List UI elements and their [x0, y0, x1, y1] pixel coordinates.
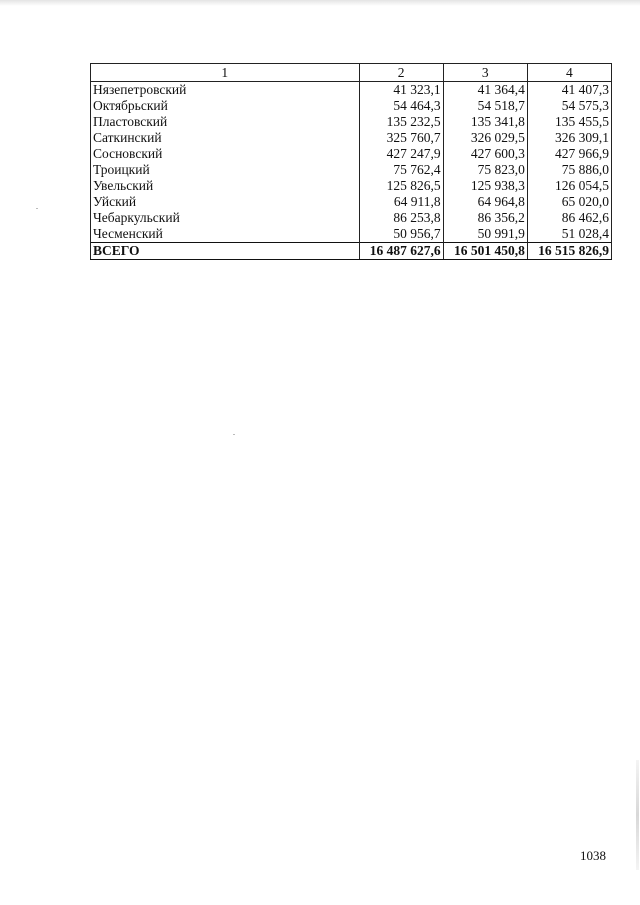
total-col-2: 16 487 627,6	[359, 243, 443, 260]
table-row	[91, 178, 612, 194]
value-col-4: 86 462,6	[527, 210, 611, 226]
value-col-2: 125 826,5	[359, 178, 443, 194]
value-col-4: 54 575,3	[527, 98, 611, 114]
value-col-4: 65 020,0	[527, 194, 611, 210]
value-col-2: 86 253,8	[359, 210, 443, 226]
district-name: Саткинский	[91, 130, 360, 146]
district-name: Сосновский	[91, 146, 360, 162]
value-col-3: 75 823,0	[443, 162, 527, 178]
district-name: Нязепетровский	[91, 82, 360, 99]
value-col-2: 64 911,8	[359, 194, 443, 210]
value-col-4: 51 028,4	[527, 226, 611, 243]
value-col-3: 326 029,5	[443, 130, 527, 146]
district-name: Увельский	[91, 178, 360, 194]
value-col-2: 41 323,1	[359, 82, 443, 99]
table-total-row	[91, 243, 612, 260]
total-col-3: 16 501 450,8	[443, 243, 527, 260]
table-row	[91, 130, 612, 146]
value-col-4: 427 966,9	[527, 146, 611, 162]
value-col-4: 135 455,5	[527, 114, 611, 130]
value-col-2: 325 760,7	[359, 130, 443, 146]
value-col-4: 41 407,3	[527, 82, 611, 99]
value-col-3: 50 991,9	[443, 226, 527, 243]
header-cell-1: 1	[91, 64, 360, 82]
value-col-3: 41 364,4	[443, 82, 527, 99]
scan-top-edge	[0, 0, 640, 6]
table-row	[91, 162, 612, 178]
value-col-3: 125 938,3	[443, 178, 527, 194]
scan-right-edge-mark	[636, 760, 639, 870]
table-row	[91, 194, 612, 210]
value-col-3: 86 356,2	[443, 210, 527, 226]
data-table	[90, 63, 612, 260]
district-name: Пластовский	[91, 114, 360, 130]
total-label: ВСЕГО	[91, 243, 360, 260]
scan-speck	[233, 434, 235, 435]
table-row	[91, 146, 612, 162]
value-col-4: 326 309,1	[527, 130, 611, 146]
table-row	[91, 82, 612, 99]
table-row	[91, 226, 612, 243]
district-name: Октябрьский	[91, 98, 360, 114]
value-col-2: 135 232,5	[359, 114, 443, 130]
value-col-2: 75 762,4	[359, 162, 443, 178]
value-col-4: 126 054,5	[527, 178, 611, 194]
page-number: 1038	[580, 848, 606, 863]
table-row	[91, 210, 612, 226]
header-cell-2: 2	[359, 64, 443, 82]
value-col-3: 427 600,3	[443, 146, 527, 162]
district-name: Чебаркульский	[91, 210, 360, 226]
district-name: Уйский	[91, 194, 360, 210]
value-col-3: 64 964,8	[443, 194, 527, 210]
value-col-4: 75 886,0	[527, 162, 611, 178]
value-col-2: 427 247,9	[359, 146, 443, 162]
value-col-3: 54 518,7	[443, 98, 527, 114]
total-col-4: 16 515 826,9	[527, 243, 611, 260]
district-name: Троицкий	[91, 162, 360, 178]
value-col-2: 50 956,7	[359, 226, 443, 243]
header-cell-3: 3	[443, 64, 527, 82]
table-row	[91, 98, 612, 114]
value-col-3: 135 341,8	[443, 114, 527, 130]
table-row	[91, 114, 612, 130]
header-cell-4: 4	[527, 64, 611, 82]
value-col-2: 54 464,3	[359, 98, 443, 114]
scan-speck	[36, 208, 38, 209]
district-name: Чесменский	[91, 226, 360, 243]
table-header-row	[91, 64, 612, 82]
